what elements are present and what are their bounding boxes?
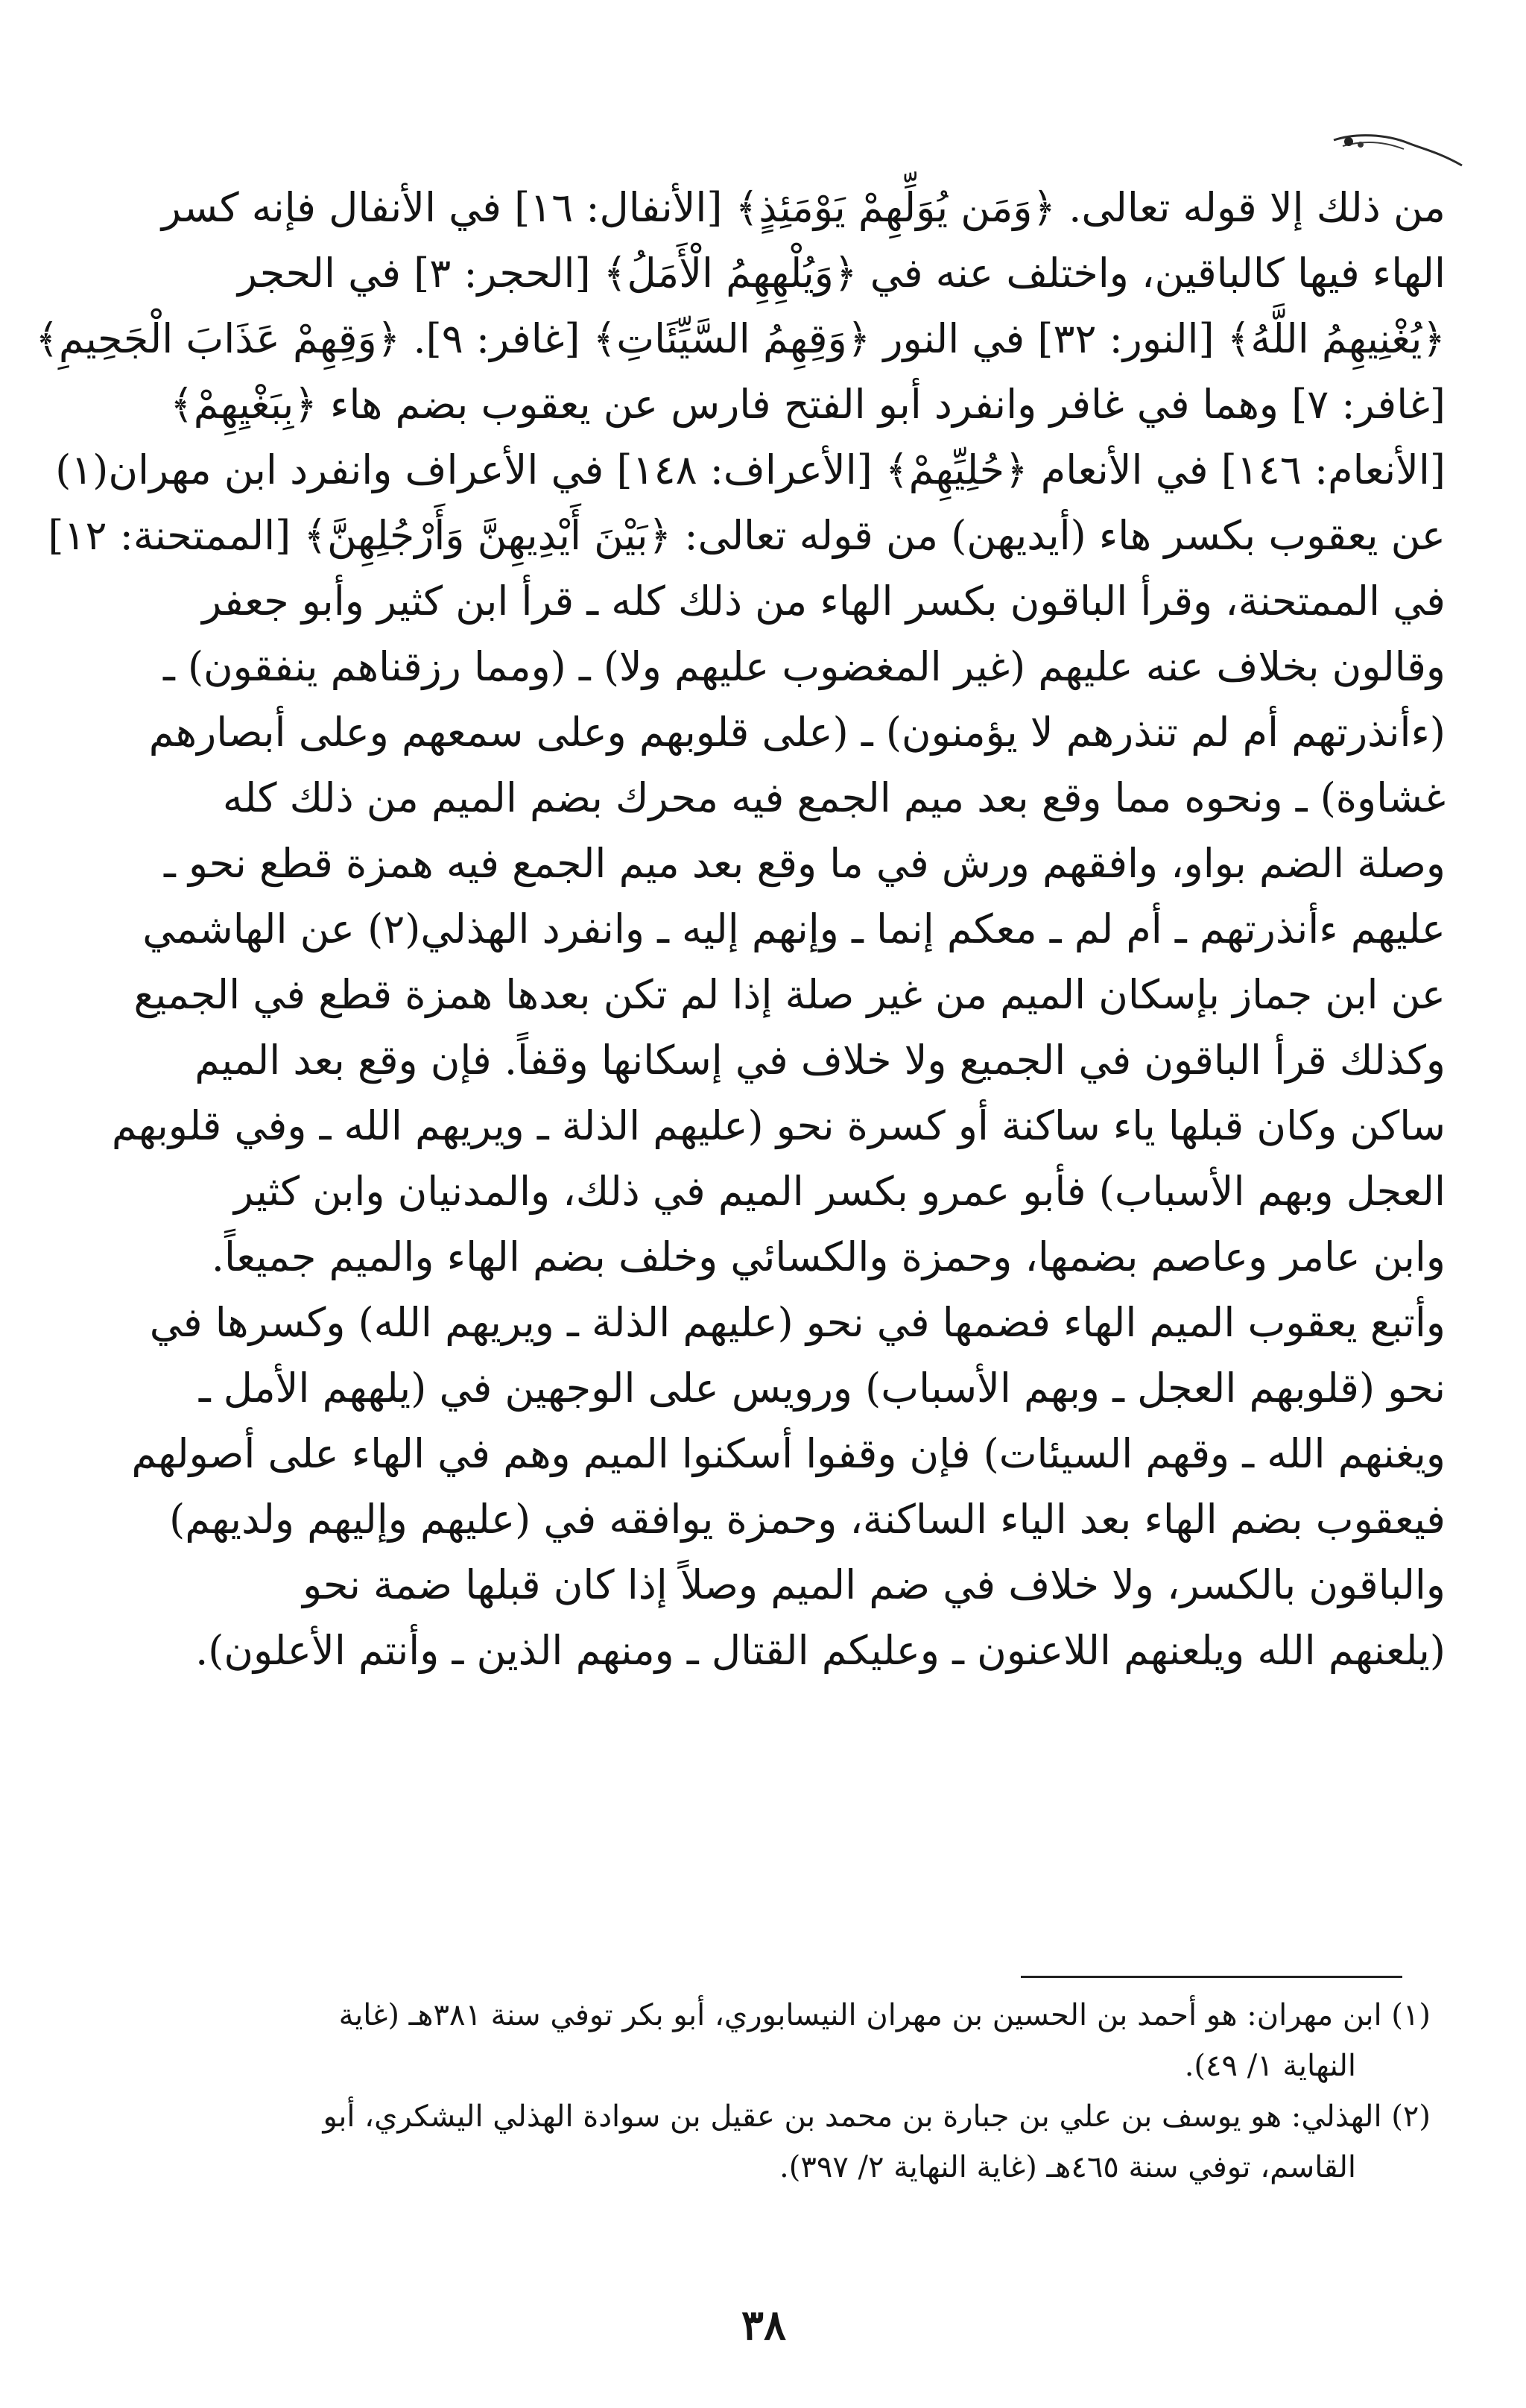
- text-line: وقالون بخلاف عنه عليهم (غير المغضوب عليهم ولا) ـ (ومما رزقناهم ينفقون) ـ: [162, 643, 1446, 690]
- text-line: والباقون بالكسر، ولا خلاف في ضم الميم وصلاً إذا كان قبلها ضمة نحو: [303, 1561, 1446, 1608]
- footnote-1-continuation: النهاية ١/ ٤٩).: [1184, 2049, 1356, 2083]
- text-line: فيعقوب بضم الهاء بعد الياء الساكنة، وحمزة يوافقه في (عليهم وإليهم ولديهم): [169, 1496, 1446, 1543]
- main-text-block: [35, 175, 1446, 1684]
- text-line: (ءأنذرتهم أم لم تنذرهم لا يؤمنون) ـ (على قلوبهم وعلى سمعهم وعلى أبصارهم: [148, 709, 1446, 756]
- text-line: [الأنعام: ١٤٦] في الأنعام ﴿حُلِيِّهِمْ﴾ [الأعراف: ١٤٨] في الأعراف وانفرد ابن مهران(١): [55, 446, 1446, 493]
- text-line: (يلعنهم الله ويلعنهم اللاعنون ـ وعليكم القتال ـ ومنهم الذين ـ وأنتم الأعلون).: [195, 1627, 1446, 1674]
- page-number: ٣٨: [741, 2301, 787, 2350]
- footnote-separator: [1021, 1976, 1402, 1978]
- footnotes: [89, 1990, 1431, 2193]
- text-line: من ذلك إلا قوله تعالى. ﴿وَمَن يُوَلِّهِمْ يَوْمَئِذٍ﴾ [الأنفال: ١٦] في الأنفال فإنه كسر: [161, 184, 1446, 231]
- corner-ink-mark: [1326, 127, 1468, 171]
- footnote-2-continuation: القاسم، توفي سنة ٤٦٥هـ (غاية النهاية ٢/ ٣٩٧).: [779, 2150, 1356, 2184]
- text-line: وأتبع يعقوب الميم الهاء فضمها في نحو (عليهم الذلة ـ ويريهم الله) وكسرها في: [149, 1299, 1446, 1346]
- text-line: ﴿يُغْنِيهِمُ اللَّهُ﴾ [النور: ٣٢] في النور ﴿وَقِهِمُ السَّيِّئَاتِ﴾ [غافر: ٩]. ﴿وَقِهِمْ عَذَابَ الْجَحِيمِ﴾: [35, 315, 1446, 362]
- text-line: [غافر: ٧] وهما في غافر وانفرد أبو الفتح فارس عن يعقوب بضم هاء ﴿بِبَغْيِهِمْ﴾: [170, 381, 1446, 428]
- footnote-2: (٢) الهذلي: هو يوسف بن علي بن جبارة بن محمد بن عقيل بن سوادة الهذلي اليشكري، أبو: [323, 2099, 1431, 2134]
- footnote-1: (١) ابن مهران: هو أحمد بن الحسين بن مهران النيسابوري، أبو بكر توفي سنة ٣٨١هـ (غاية: [338, 1998, 1431, 2032]
- text-line: في الممتحنة، وقرأ الباقون بكسر الهاء من ذلك كله ـ قرأ ابن كثير وأبو جعفر: [202, 578, 1446, 625]
- text-line: ساكن وكان قبلها ياء ساكنة أو كسرة نحو (عليهم الذلة ـ ويريهم الله ـ وفي قلوبهم: [111, 1102, 1446, 1149]
- text-line: عن يعقوب بكسر هاء (أيديهن) من قوله تعالى: ﴿بَيْنَ أَيْدِيهِنَّ وَأَرْجُلِهِنَّ﴾ [الممتحنة: ١٢]: [48, 512, 1446, 559]
- text-line: وصلة الضم بواو، وافقهم ورش في ما وقع بعد ميم الجمع فيه همزة قطع نحو ـ: [164, 840, 1446, 887]
- text-line: ويغنهم الله ـ وقهم السيئات) فإن وقفوا أسكنوا الميم وهم في الهاء على أصولهم: [131, 1430, 1446, 1477]
- text-line: العجل وبهم الأسباب) فأبو عمرو بكسر الميم في ذلك، والمدنيان وابن كثير: [233, 1168, 1446, 1215]
- text-line: وكذلك قرأ الباقون في الجميع ولا خلاف في إسكانها وقفاً. فإن وقع بعد الميم: [194, 1037, 1446, 1084]
- text-line: غشاوة) ـ ونحوه مما وقع بعد ميم الجمع فيه محرك بضم الميم من ذلك كله: [222, 774, 1446, 821]
- text-line: عن ابن جماز بإسكان الميم من غير صلة إذا لم تكن بعدها همزة قطع في الجميع: [133, 971, 1446, 1018]
- text-line: عليهم ءأنذرتهم ـ أم لم ـ معكم إنما ـ وإنهم إليه ـ وانفرد الهذلي(٢) عن الهاشمي: [142, 906, 1446, 952]
- text-line: نحو (قلوبهم العجل ـ وبهم الأسباب) ورويس على الوجهين في (يلههم الأمل ـ: [198, 1365, 1446, 1412]
- text-line: وابن عامر وعاصم بضمها، وحمزة والكسائي وخلف بضم الهاء والميم جميعاً.: [211, 1233, 1446, 1280]
- text-line: الهاء فيها كالباقين، واختلف عنه في ﴿وَيُلْهِهِمُ الْأَمَلُ﴾ [الحجر: ٣] في الحجر: [238, 250, 1446, 297]
